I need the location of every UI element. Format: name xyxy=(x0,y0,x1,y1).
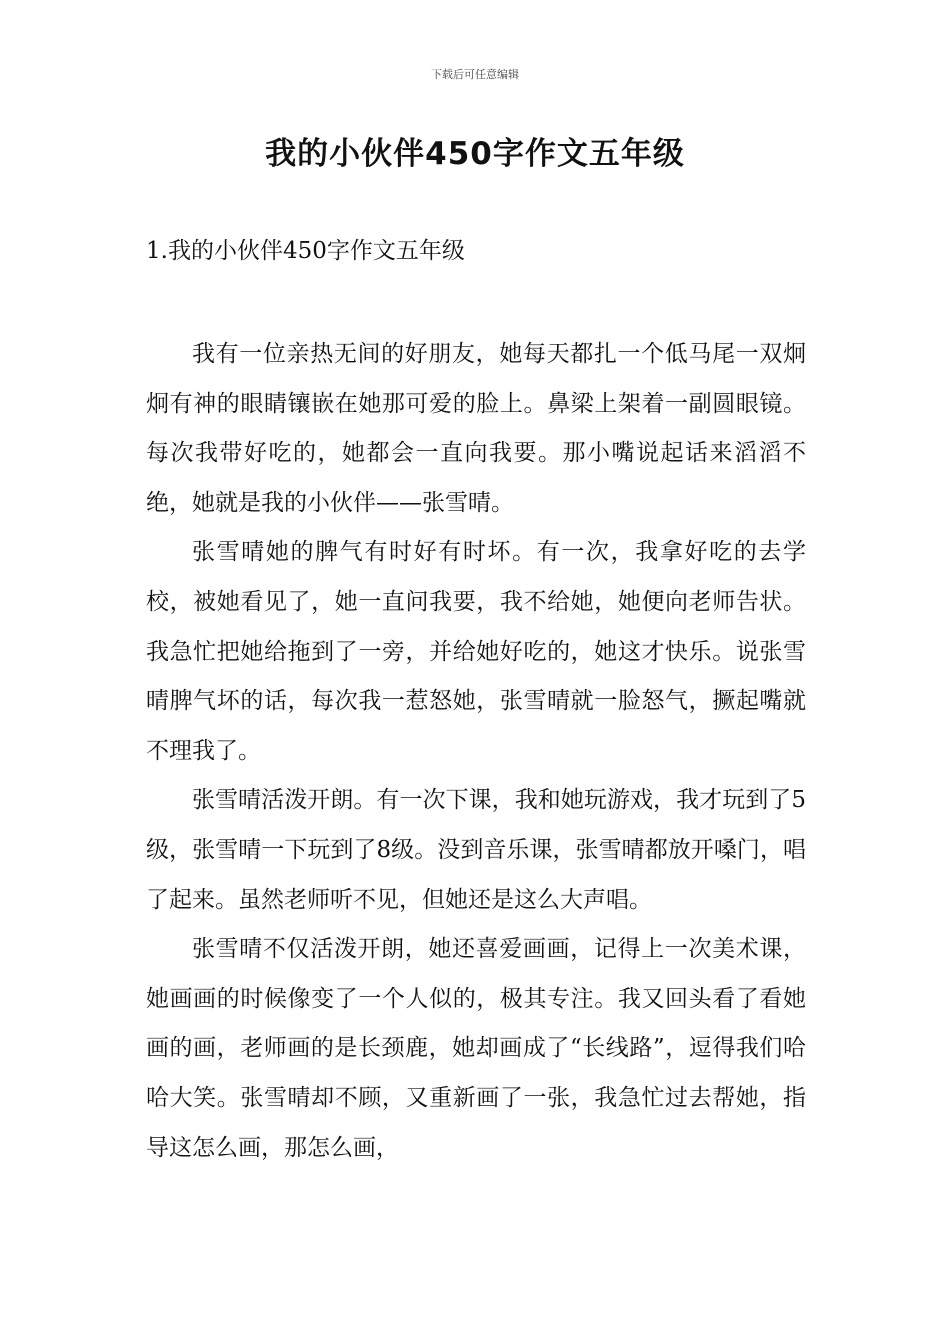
paragraph: 张雪晴活泼开朗。有一次下课，我和她玩游戏，我才玩到了5级，张雪晴一下玩到了8级。没到音乐课，张雪晴都放开嗓门，唱了起来。虽然老师听不见，但她还是这么大声唱。 xyxy=(146,787,806,913)
header-note: 下载后可任意编辑 xyxy=(431,68,519,81)
paragraph: 我有一位亲热无间的好朋友，她每天都扎一个低马尾一双炯炯有神的眼睛镶嵌在她那可爱的脸上。鼻梁上架着一副圆眼镜。每次我带好吃的，她都会一直向我要。那小嘴说起话来滔滔不绝，她就是我的小伙伴——张雪晴。 xyxy=(146,341,806,516)
section-heading: 1.我的小伙伴450字作文五年级 xyxy=(146,238,465,264)
article-body xyxy=(146,330,806,1173)
document-title: 我的小伙伴450字作文五年级 xyxy=(265,136,685,172)
paragraph: 张雪晴不仅活泼开朗，她还喜爱画画，记得上一次美术课，她画画的时候像变了一个人似的，极其专注。我又回头看了看她画的画，老师画的是长颈鹿，她却画成了“长线路”，逗得我们哈哈大笑。张雪晴却不顾，又重新画了一张，我急忙过去帮她，指导这怎么画，那怎么画， xyxy=(146,936,806,1161)
paragraph: 张雪晴她的脾气有时好有时坏。有一次，我拿好吃的去学校，被她看见了，她一直问我要，我不给她，她便向老师告状。我急忙把她给拖到了一旁，并给她好吃的，她这才快乐。说张雪晴脾气坏的话，每次我一惹怒她，张雪晴就一脸怒气，撅起嘴就不理我了。 xyxy=(146,539,806,764)
